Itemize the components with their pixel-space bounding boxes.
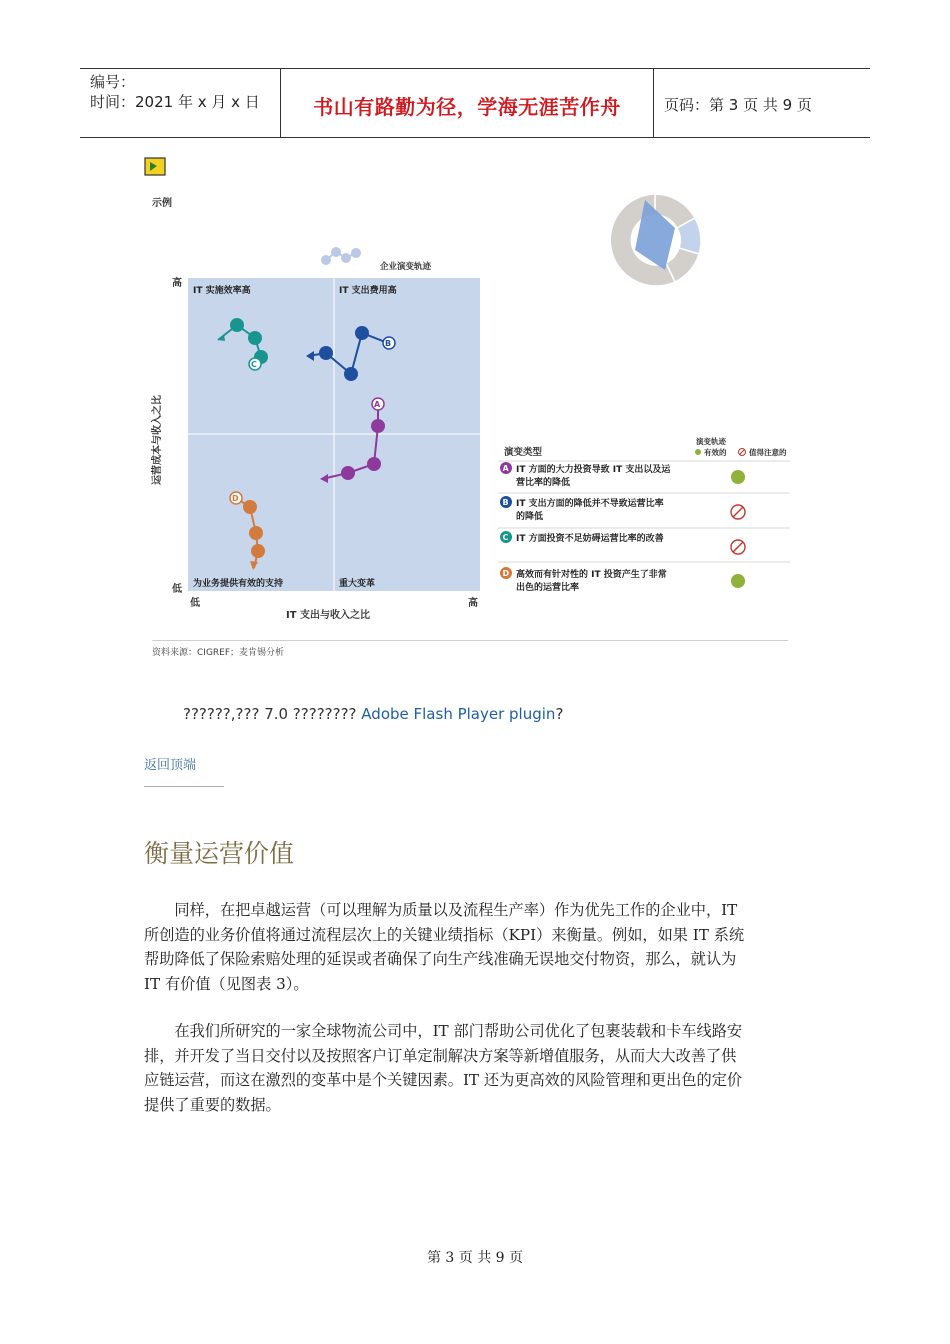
paragraph-line: 所创造的业务价值将通过流程层次上的关键业绩指标（KPI）来衡量。例如，如果 IT 系统 [144, 925, 745, 944]
x-axis-label: IT 支出与收入之比 [286, 610, 371, 621]
y-high-label: 高 [172, 278, 182, 289]
flash-plugin-link[interactable]: Adobe Flash Player plugin [361, 705, 556, 723]
paragraph-2 [144, 1019, 808, 1117]
flash-notice [183, 705, 563, 723]
legend-item-b-key: B [502, 498, 509, 507]
figure-legend [498, 436, 790, 593]
paragraph-line: 同样，在把卓越运营（可以理解为质量以及流程生产率）作为优先工作的企业中，IT [144, 901, 738, 919]
paragraph-line: 应链运营，而这在激烈的变革中是个关键因素。IT 还为更高效的风险管理和更出色的定价 [144, 1071, 743, 1089]
page-footer: 第 3 页 共 9 页 [426, 1250, 524, 1266]
y-low-label: 低 [172, 584, 182, 595]
legend-type-header: 演变类型 [504, 447, 543, 458]
legend-item-a-line1: IT 方面的大力投资导致 IT 支出以及运 [516, 465, 671, 475]
legend-item-b-line1: IT 支出方面的降低并不导致运营比率 [516, 499, 664, 509]
number-label: 编号： [90, 73, 136, 91]
flash-notice-suffix: ? [555, 705, 564, 723]
header-page-cell [654, 69, 870, 137]
figure-source: 资料来源：CIGREF；麦肯锡分析 [152, 648, 285, 658]
paragraph-line: IT 有价值（见图表 3）。 [144, 974, 309, 993]
trajectory-b-marker: B [385, 339, 392, 348]
trajectory-a-marker: A [374, 400, 381, 409]
legend-item-b-line2: 的降低 [516, 512, 544, 522]
figure-icon [145, 158, 165, 175]
quadrant-bottom-left: 为业务提供有效的支持 [193, 579, 284, 589]
donut-graphic [610, 194, 701, 286]
time-label: 时间：2021 年 x 月 x 日 [90, 93, 260, 111]
legend-item-c-line1: IT 方面投资不足妨碍运营比率的改善 [516, 534, 664, 544]
legend-notable-label: 值得注意的 [749, 448, 787, 457]
flash-notice-prefix: ??????,??? 7.0 ???????? [183, 705, 357, 723]
paragraph-line: 在我们所研究的一家全球物流公司中，IT 部门帮助公司优化了包裹装载和卡车线路安 [144, 1022, 743, 1040]
back-to-top-link[interactable]: 返回顶端 [144, 758, 197, 773]
legend-item-d-line2: 出色的运营比率 [516, 583, 580, 593]
trajectory-d-marker: D [232, 494, 239, 503]
quadrant-top-left: IT 实施效率高 [193, 286, 251, 296]
header-motto-cell [281, 69, 654, 137]
paragraph-line: 排，并开发了当日交付以及按照客户订单定制解决方案等新增值服务，从而大大改善了供 [144, 1046, 737, 1065]
legend-title: 示例 [152, 198, 172, 209]
evolution-figure [140, 150, 800, 665]
trajectory-c-marker: C [251, 360, 257, 369]
legend-item-a-line2: 营比率的降低 [516, 478, 571, 488]
trajectory-label: 企业演变轨迹 [380, 262, 432, 272]
y-axis-label: 运营成本与收入之比 [152, 395, 163, 485]
motto: 书山有路勤为径，学海无涯苦作舟 [313, 95, 621, 119]
legend-item-d-line1: 高效而有针对性的 IT 投资产生了非常 [516, 570, 667, 580]
paragraph-line: 提供了重要的数据。 [144, 1095, 281, 1114]
legend-item-c-status-icon [731, 540, 745, 554]
legend-trajectory-header: 演变轨迹 [696, 437, 726, 446]
paragraph-line: 帮助降低了保险索赔处理的延误或者确保了向生产线准确无误地交付物资，那么，就认为 [144, 950, 737, 968]
header-meta-cell [80, 69, 281, 137]
legend-item-a-key: A [502, 464, 509, 473]
x-high-label: 高 [468, 598, 478, 609]
legend-item-b-status-icon [731, 505, 745, 519]
legend-item-d-key: D [502, 569, 510, 578]
legend-item-a-status-icon [731, 470, 745, 484]
legend-item-d-status-icon [731, 574, 745, 588]
quadrant-bottom-right: 重大变革 [339, 579, 376, 589]
page-header [80, 68, 870, 138]
paragraph-1 [144, 898, 808, 996]
legend-effective-label: 有效的 [704, 448, 727, 457]
trajectory-example [321, 247, 361, 265]
section-title: 衡量运营价值 [144, 839, 295, 868]
legend-item-c-key: C [502, 533, 509, 542]
quadrant-top-right: IT 支出费用高 [339, 286, 397, 296]
back-to-top-divider [144, 786, 224, 787]
page-label: 页码：第 3 页 共 9 页 [664, 96, 812, 114]
x-low-label: 低 [190, 598, 200, 609]
figure-divider [152, 640, 788, 641]
